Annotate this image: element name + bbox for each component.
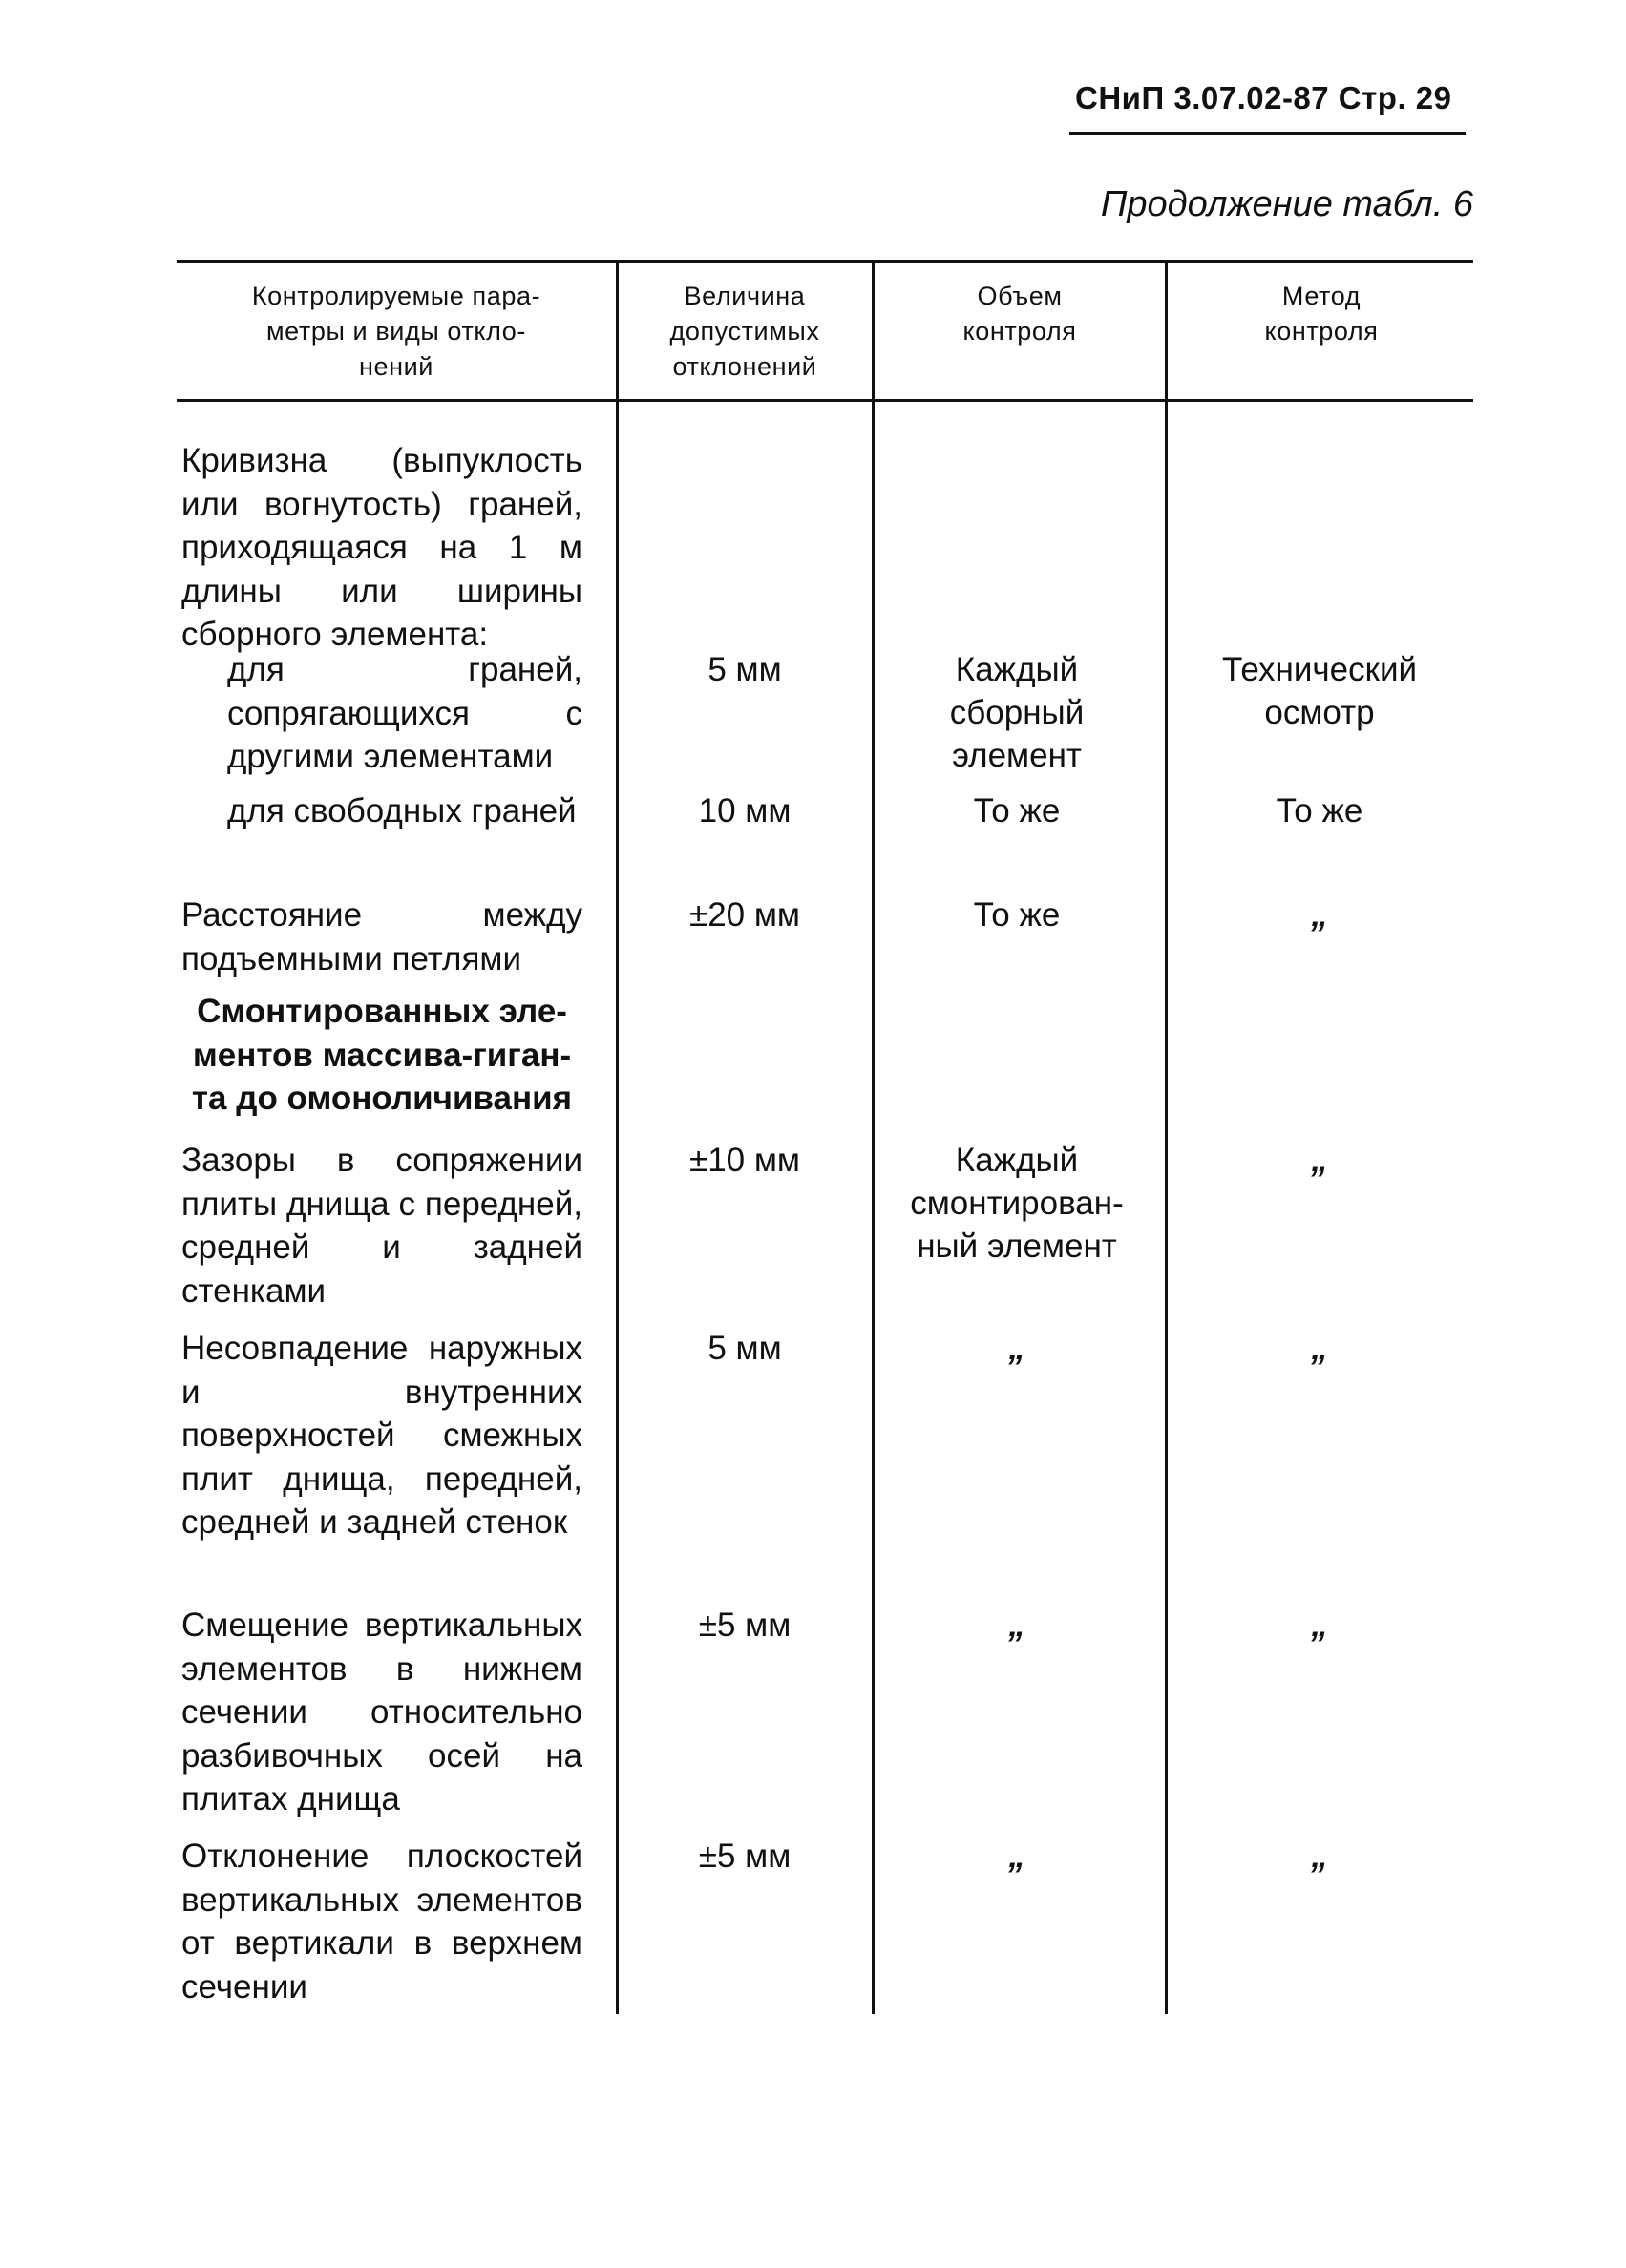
row-volume: То же xyxy=(973,896,1061,934)
row-parameter: для свободных граней xyxy=(227,792,577,830)
row-volume: Каждый сборный элемент xyxy=(949,651,1085,774)
row-tolerance: ±5 мм xyxy=(698,1838,792,1875)
row-tolerance: 10 мм xyxy=(698,792,792,830)
row-volume: Каждый смонтирован- ный элемент xyxy=(910,1142,1124,1265)
column-header-tolerance: Величина допустимых отклонений xyxy=(669,282,820,381)
column-divider xyxy=(616,260,619,2014)
row-volume: „ xyxy=(1008,1606,1025,1644)
row-parameter: Смещение вертикальных элементов в нижнем сечении относительно разбивочных осей на плитах днища xyxy=(181,1606,582,1817)
row-parameter: для граней, сопрягающихся с другими элементами xyxy=(227,651,582,775)
row-parameter: Зазоры в сопряжении плиты днища с передней, средней и задней стенками xyxy=(181,1142,582,1310)
row-tolerance: ±5 мм xyxy=(698,1606,792,1644)
section-title: Смонтированных эле- ментов массива-гиган- та до омоноличивания xyxy=(191,993,573,1117)
row-tolerance: 5 мм xyxy=(707,1330,782,1367)
table-top-rule xyxy=(177,260,1473,262)
column-divider xyxy=(872,260,875,2014)
row-method: „ xyxy=(1311,1142,1328,1179)
row-tolerance: ±20 мм xyxy=(689,896,800,934)
row-tolerance: 5 мм xyxy=(707,651,782,688)
row-method: То же xyxy=(1276,792,1363,830)
row-method: „ xyxy=(1311,1606,1328,1644)
row-volume: „ xyxy=(1008,1838,1025,1875)
column-header-method: Метод контроля xyxy=(1264,282,1379,346)
column-header-parameters: Контролируемые пара- метры и виды откло- нений xyxy=(251,282,541,381)
row-volume: То же xyxy=(973,792,1061,830)
row-parameter: Несовпадение наружных и внутренних поверхностей смежных плит днища, передней, средней и задней стенок xyxy=(181,1330,582,1541)
row-method: „ xyxy=(1311,1838,1328,1875)
row-method: „ xyxy=(1311,896,1328,934)
row-method: Технический осмотр xyxy=(1221,651,1418,731)
doc-reference: СНиП 3.07.02-87 Стр. 29 xyxy=(1075,80,1452,116)
table-header-rule xyxy=(177,399,1473,402)
column-header-volume: Объем контроля xyxy=(962,282,1077,346)
row-parameter: Кривизна (выпуклость или вогнутость) граней, приходящаяся на 1 м длины или ширины сборного элемента: xyxy=(181,442,582,653)
row-volume: „ xyxy=(1008,1330,1025,1367)
column-divider xyxy=(1165,260,1168,2014)
row-parameter: Отклонение плоскостей вертикальных элементов от вертикали в верхнем сечении xyxy=(181,1838,582,2006)
row-parameter: Расстояние между подъемными петлями xyxy=(181,896,582,977)
row-method: „ xyxy=(1311,1330,1328,1367)
row-tolerance: ±10 мм xyxy=(689,1142,800,1179)
page-header xyxy=(1069,78,1466,135)
table-continuation-caption: Продолжение табл. 6 xyxy=(1100,184,1473,224)
